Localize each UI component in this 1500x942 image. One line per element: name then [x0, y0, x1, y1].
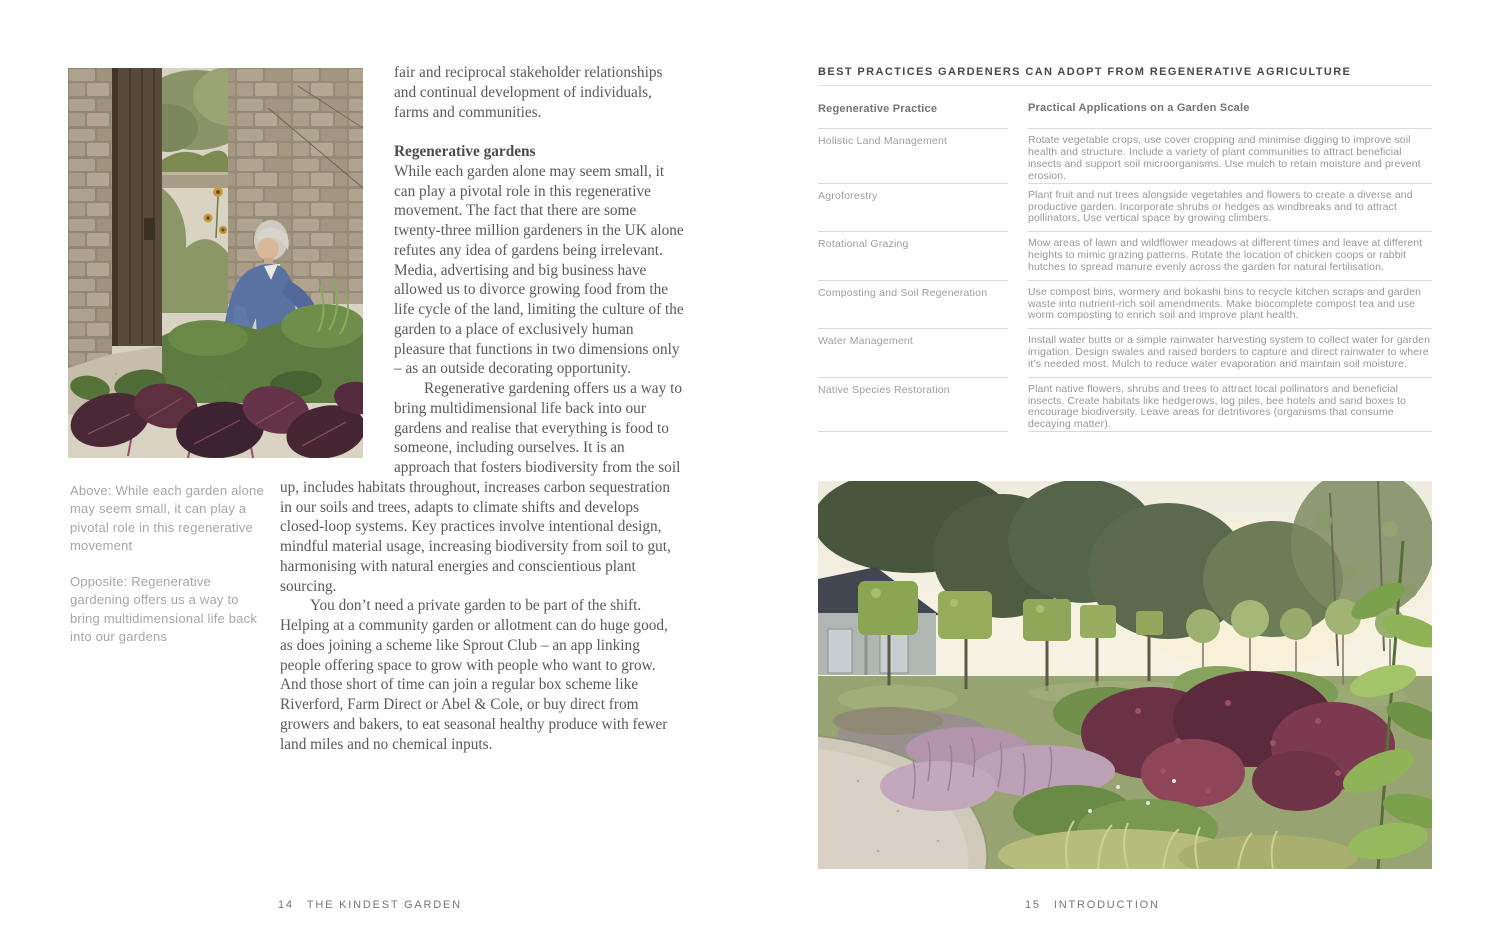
table-row	[818, 128, 1432, 183]
practice-application: Install water butts or a simple rainwater harvesting system to collect water for garden irrigation. Design swales and raised borders to capture and direct rainwater to where it’s needed most. Mulch to reduce water evaporation and maintain soil moisture.	[1028, 328, 1432, 377]
body-text	[280, 63, 684, 754]
table-row	[818, 377, 1432, 432]
page-number-left: 14	[278, 899, 294, 911]
footer-left	[278, 899, 462, 911]
practice-application: Use compost bins, wormery and bokashi bins to recycle kitchen scraps and garden waste into nutrient-rich soil amendments. Make biocomplete compost tea and use worm composting to enrich soil and improve plant health.	[1028, 280, 1432, 329]
title-rule	[818, 85, 1432, 86]
practice-name: Agroforestry	[818, 183, 1008, 232]
paragraph-continuation: fair and reciprocal stakeholder relationships and continual development of individuals, farms and communities.	[394, 64, 663, 121]
paragraph-community-gardens: You don’t need a private garden to be part of the shift. Helping at a community garden or allotment can do huge good, as does joining a scheme like Sprout Club – an app linking people offering space to grow with people who want to grow. And those short of time can join a regular box scheme like Riverford, Farm Direct or Abel & Cole, or buy direct from growers and bakers, to eat seasonal healthy produce with fewer land miles and no chemical inputs.	[280, 597, 668, 753]
practice-application: Plant native flowers, shrubs and trees to attract local pollinators and beneficial insects. Create habitats like hedgerows, log piles, bee hotels and sand boxes to encourage biodiversity. Leave areas for detritivores (organisms that consume decaying matter).	[1028, 377, 1432, 432]
table-title: BEST PRACTICES GARDENERS CAN ADOPT FROM REGENERATIVE AGRICULTURE	[818, 66, 1352, 78]
paragraph-multidimensional-life: Regenerative gardening offers us a way to bring multidimensional life back into our gardens and realise that everything is food to someone, including ourselves. It is an approach that fosters biodiversity from the soil up, includes habitats throughout, increases carbon sequestration in our soils and trees, adapts to climate shifts and develops closed-loop systems. Key practices involve intentional design, mindful material usage, increasing biodiversity from soil to gut, harmonising with natural energies and conscientious plant sourcing.	[280, 380, 682, 595]
running-head-book-title: THE KINDEST GARDEN	[306, 899, 462, 911]
practice-name: Water Management	[818, 328, 1008, 377]
table-bottom-rule	[818, 431, 1432, 432]
table-row	[818, 183, 1432, 232]
table-row	[818, 231, 1432, 280]
practice-application: Rotate vegetable crops, use cover cropping and minimise digging to improve soil health and structure. Include a variety of plant communities to attract beneficial insects and support soil microorganisms. Use mulch to retain moisture and prevent erosion.	[1028, 128, 1432, 183]
practice-application: Mow areas of lawn and wildflower meadows at different times and leave at different heights to mimic grazing patterns. Rotate the location of chicken coops or rabbit hutches to spread manure evenly across the garden for natural fertilisation.	[1028, 231, 1432, 280]
page-number-right: 15	[1025, 899, 1041, 911]
column-header-applications: Practical Applications on a Garden Scale	[1028, 102, 1250, 114]
paragraph-regenerative-movement: While each garden alone may seem small, it can play a pivotal role in this regenerative movement. The fact that there are some twenty-three million gardeners in the UK alone refutes any idea of gardens being irrelevant. Media, advertising and big business have allowed us to divorce growing food from the life cycle of the land, limiting the culture of the garden to a place of exclusively human pleasure that functions in two dimensions only – as an outside decorating opportunity.	[394, 162, 684, 378]
column-header-practice: Regenerative Practice	[818, 103, 938, 115]
running-head-chapter: INTRODUCTION	[1053, 899, 1160, 911]
caption-above: Above: While each garden alone may seem small, it can play a pivotal role in this regenerative movement	[70, 483, 264, 553]
practice-name: Composting and Soil Regeneration	[818, 280, 1008, 329]
table-header-row	[818, 103, 1432, 128]
practice-name: Rotational Grazing	[818, 231, 1008, 280]
caption-opposite: Opposite: Regenerative gardening offers us a way to bring multidimensional life back into our gardens	[70, 574, 258, 645]
practice-name: Native Species Restoration	[818, 377, 1008, 432]
section-heading: Regenerative gardens	[394, 143, 536, 160]
photo-garden-borders	[818, 481, 1432, 869]
photo-wrap-spacer	[280, 63, 394, 475]
practices-table	[818, 103, 1432, 432]
practice-name: Holistic Land Management	[818, 128, 1008, 183]
table-row	[818, 328, 1432, 377]
photo-captions	[70, 482, 266, 664]
footer-right	[1025, 899, 1160, 911]
table-row	[818, 280, 1432, 329]
practice-application: Plant fruit and nut trees alongside vegetables and flowers to create a diverse and productive garden. Incorporate shrubs or hedges as windbreaks and to attract pollinators. Use vertical space by growing climbers.	[1028, 183, 1432, 232]
